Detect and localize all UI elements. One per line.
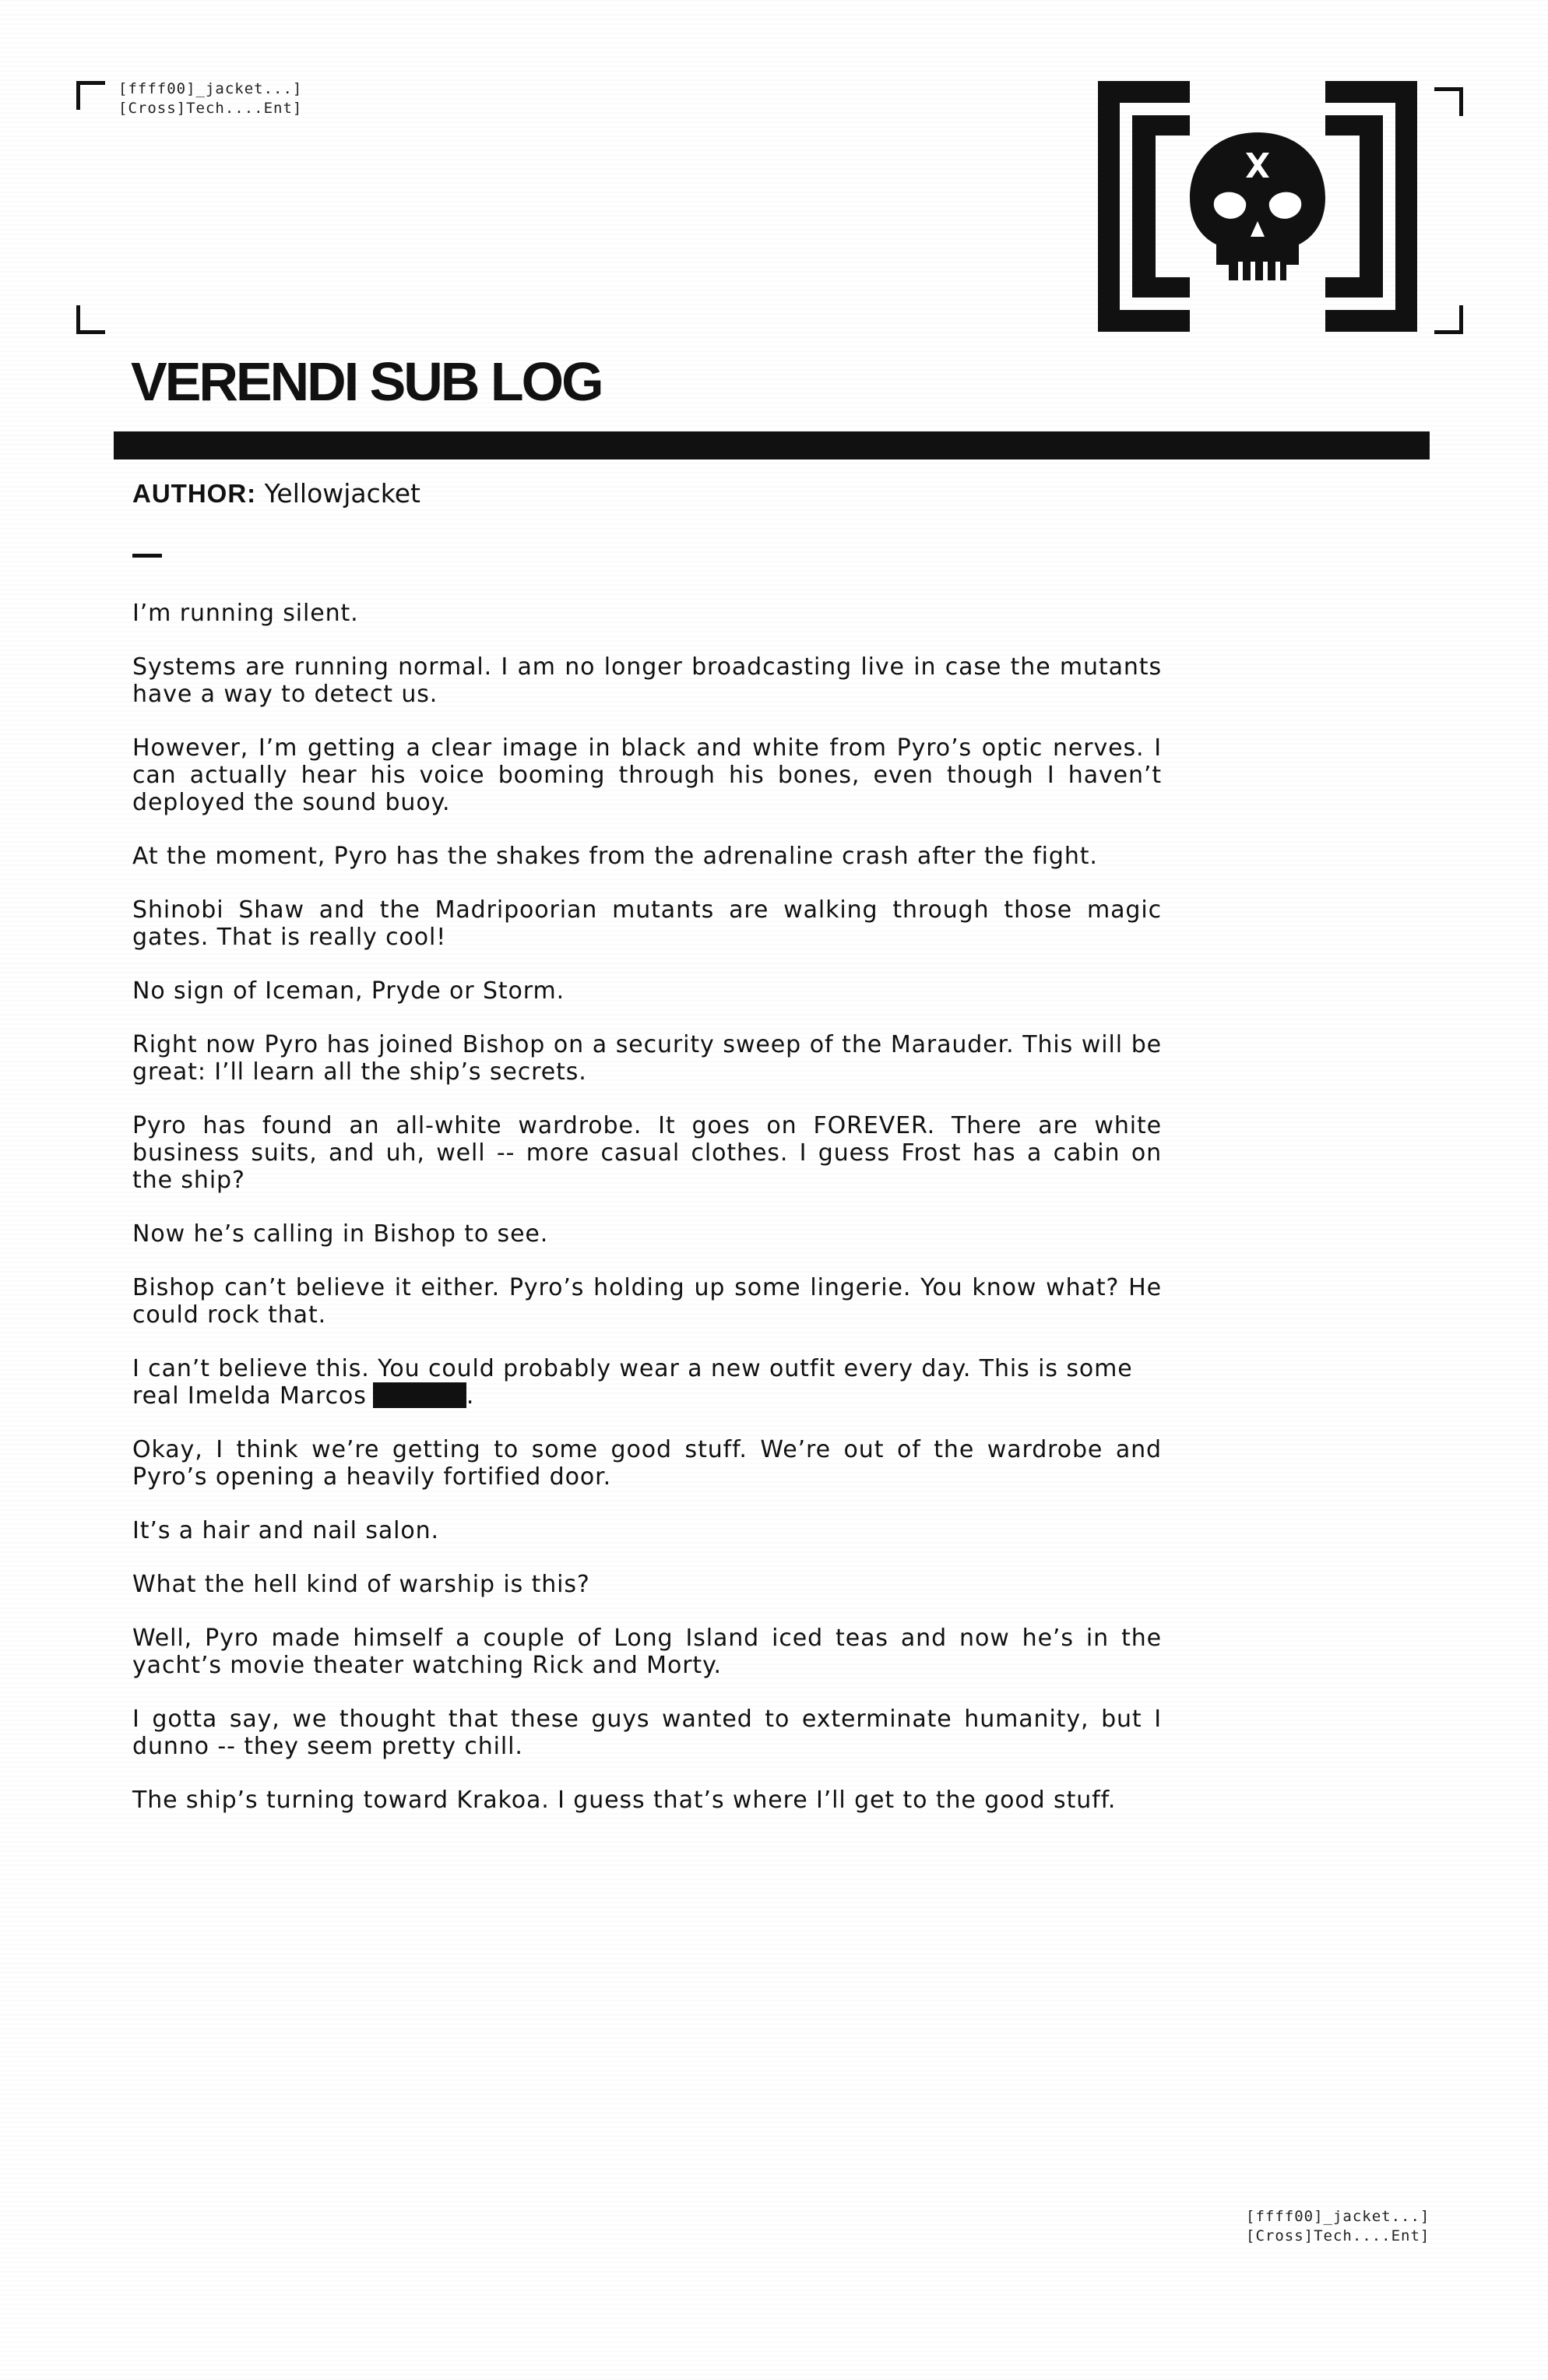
page-title: VERENDI SUB LOG bbox=[131, 351, 602, 412]
paragraph: Okay, I think we’re getting to some good stuff. We’re out of the wardrobe and Pyro’s opening a heavily fortified door. bbox=[132, 1436, 1162, 1491]
paragraph: No sign of Iceman, Pryde or Storm. bbox=[132, 977, 565, 1005]
header-tag-line-1: [ffff00]_jacket...] bbox=[118, 80, 303, 97]
bottom-left-corner-mark bbox=[76, 305, 105, 334]
author-line bbox=[132, 477, 420, 511]
footer-tag-line-1: [ffff00]_jacket...] bbox=[1246, 2208, 1430, 2225]
paragraph: Well, Pyro made himself a couple of Long Island iced teas and now he’s in the yacht’s movie theater watching Rick and Morty. bbox=[132, 1625, 1162, 1679]
paragraph: Systems are running normal. I am no longer broadcasting live in case the mutants have a way to detect us. bbox=[132, 653, 1162, 708]
redaction-suffix: . bbox=[466, 1382, 475, 1410]
paragraph: Pyro has found an all-white wardrobe. It goes on FOREVER. There are white business suits, and uh, well -- more casual clothes. I guess Frost has a cabin on the ship? bbox=[132, 1112, 1162, 1194]
title-rule bbox=[114, 431, 1430, 459]
top-left-corner-mark bbox=[76, 81, 105, 110]
paragraph: I’m running silent. bbox=[132, 600, 359, 627]
footer-tag-line-2: [Cross]Tech....Ent] bbox=[1246, 2227, 1430, 2244]
paragraph: Now he’s calling in Bishop to see. bbox=[132, 1220, 549, 1248]
header-tag-line-2: [Cross]Tech....Ent] bbox=[118, 100, 303, 117]
footer-tag bbox=[1246, 2207, 1430, 2246]
skull-x-bracket-logo bbox=[1098, 81, 1417, 332]
paragraph: However, I’m getting a clear image in black and white from Pyro’s optic nerves. I can actually hear his voice booming through his bones, even though I haven’t deployed the sound buoy. bbox=[132, 734, 1162, 816]
paragraph: Shinobi Shaw and the Madripoorian mutants are walking through those magic gates. That is really cool! bbox=[132, 896, 1162, 951]
top-right-corner-mark bbox=[1434, 87, 1463, 116]
section-dash bbox=[132, 554, 162, 558]
paragraph: Right now Pyro has joined Bishop on a security sweep of the Marauder. This will be great: I’ll learn all the ship’s secrets. bbox=[132, 1031, 1162, 1086]
header-tag bbox=[118, 79, 302, 118]
paragraph: At the moment, Pyro has the shakes from the adrenaline crash after the fight. bbox=[132, 843, 1098, 870]
redaction-bar bbox=[373, 1382, 466, 1408]
paragraph-text: I can’t believe this. You could probably wear a new outfit every day. This is some real Imelda Marcos bbox=[132, 1355, 1133, 1410]
paragraph: What the hell kind of warship is this? bbox=[132, 1571, 590, 1598]
bottom-right-corner-mark bbox=[1434, 305, 1463, 334]
log-body bbox=[132, 600, 1162, 1840]
paragraph: It’s a hair and nail salon. bbox=[132, 1517, 439, 1544]
author-name: Yellowjacket bbox=[264, 478, 420, 509]
paragraph: The ship’s turning toward Krakoa. I guess that’s where I’ll get to the good stuff. bbox=[132, 1787, 1117, 1814]
redacted-paragraph bbox=[132, 1355, 1162, 1410]
author-label: AUTHOR: bbox=[132, 479, 257, 508]
paragraph: I gotta say, we thought that these guys wanted to exterminate humanity, but I dunno -- they seem pretty chill. bbox=[132, 1706, 1162, 1760]
paragraph: Bishop can’t believe it either. Pyro’s holding up some lingerie. You know what? He could rock that. bbox=[132, 1274, 1162, 1329]
